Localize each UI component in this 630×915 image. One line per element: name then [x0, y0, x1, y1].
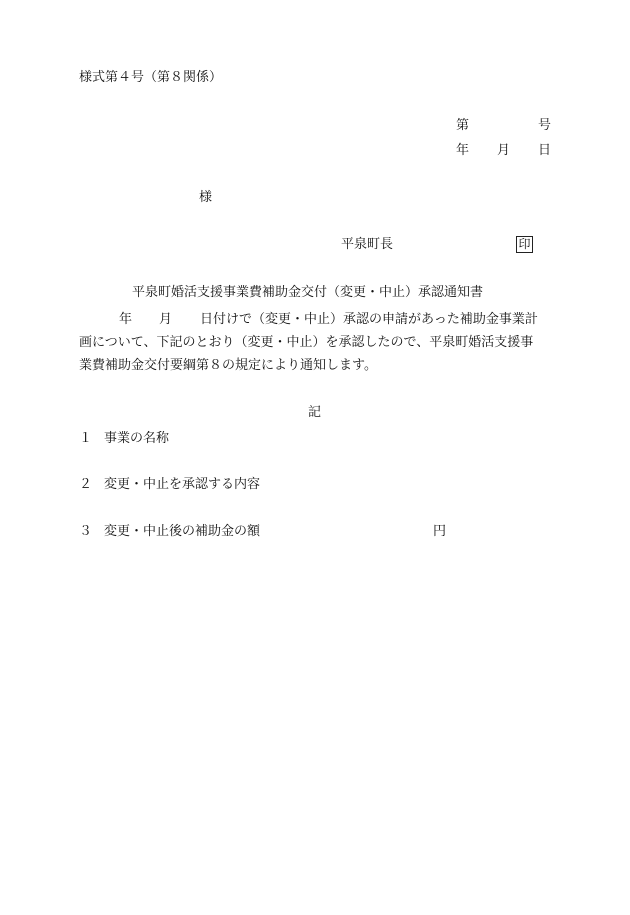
date-day: 日: [538, 143, 552, 158]
item-3-number: ３: [79, 524, 93, 539]
ki-heading: 記: [308, 405, 322, 420]
recipient-suffix: 様: [199, 190, 213, 205]
seal-mark: 印: [516, 236, 533, 253]
date-year: 年: [456, 143, 470, 158]
date-month: 月: [497, 143, 511, 158]
form-number: 様式第４号（第８関係）: [79, 70, 223, 85]
item-3-text: 変更・中止後の補助金の額: [104, 524, 261, 539]
item-1-text: 事業の名称: [104, 431, 170, 446]
issuer-name: 平泉町長: [341, 237, 394, 252]
body-line3: 業費補助金交付要綱第８の規定により通知します。: [79, 358, 377, 373]
item-2-number: ２: [79, 477, 93, 492]
body-paragraph: [79, 308, 559, 377]
doc-number-prefix: 第: [456, 118, 470, 133]
document-title: 平泉町婚活支援事業費補助金交付（変更・中止）承認通知書: [132, 285, 484, 300]
body-year: 年: [119, 312, 133, 327]
item-2-text: 変更・中止を承認する内容: [104, 477, 261, 492]
body-month: 月: [159, 312, 173, 327]
doc-number-suffix: 号: [538, 118, 552, 133]
body-line2: 画について、下記のとおり（変更・中止）を承認したので、平泉町婚活支援事: [79, 335, 534, 350]
body-line1: 日付けで（変更・中止）承認の申請があった補助金事業計: [200, 312, 538, 327]
item-3-unit: 円: [433, 524, 447, 539]
item-1-number: １: [79, 431, 93, 446]
